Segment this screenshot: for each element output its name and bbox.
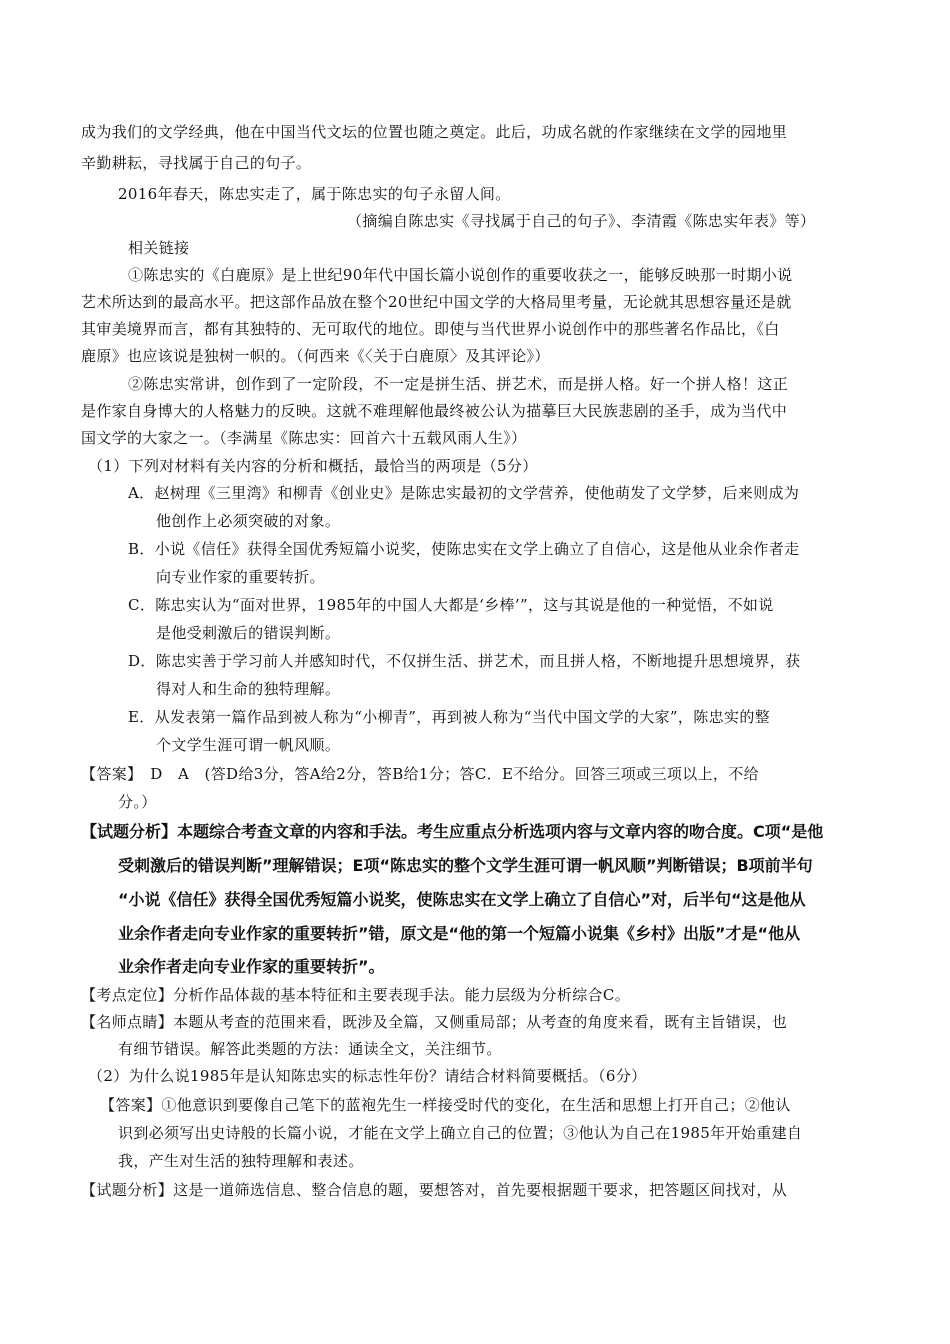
- text-line: ①陈忠实的《白鹿原》是上世纪90年代中国长篇小说创作的重要收获之一，能够反映那一时期小说: [128, 266, 793, 284]
- key-point: 【考点定位】分析作品体裁的基本特征和主要表现手法。能力层级为分析综合C。: [81, 986, 631, 1004]
- source-citation: （摘编自陈忠实《寻找属于自己的句子》、李清霞《陈忠实年表》等）: [347, 212, 816, 230]
- option-e: E．从发表第一篇作品到被人称为“小柳青”，再到被人称为“当代中国文学的大家”，陈忠实的整: [128, 708, 771, 726]
- option-a-cont: 他创作上必须突破的对象。: [156, 512, 341, 530]
- answer-2: 【答案】①他意识到要像自己笔下的蓝袍先生一样接受时代的变化，在生活和思想上打开自己；②他认: [100, 1096, 791, 1114]
- text-line: 国文学的大家之一。（李满星《陈忠实：回首六十五载风雨人生》）: [81, 429, 527, 447]
- analysis-1-cont: 业余作者走向专业作家的重要转折”错，原文是“他的第一个短篇小说集《乡村》出版”才是“他从: [118, 924, 801, 943]
- text-line: ②陈忠实常讲，创作到了一定阶段，不一定是拼生活、拼艺术，而是拼人格。好一个拼人格！这正: [128, 375, 789, 393]
- section-heading: 相关链接: [128, 239, 190, 257]
- teacher-note: 【名师点睛】本题从考查的范围来看，既涉及全篇，又侧重局部；从考查的角度来看，既有主旨错误，也: [81, 1013, 788, 1031]
- answer-1-cont: 分。）: [118, 793, 157, 811]
- option-c: C．陈忠实认为“面对世界，1985年的中国人大都是‘乡棒’”，这与其说是他的一种觉悟，不如说: [128, 596, 774, 614]
- text-line: 其审美境界而言，都有其独特的、无可取代的地位。即使与当代世界小说创作中的那些著名作品比，《白: [81, 320, 780, 338]
- text-line: 鹿原》也应该说是独树一帜的。（何西来《〈关于白鹿原〉及其评论》）: [81, 347, 550, 365]
- answer-1: 【答案】 D A (答D给3分，答A给2分，答B给1分；答C．E不给分。回答三项或三项以上，不给: [81, 765, 759, 783]
- option-d: D．陈忠实善于学习前人并感知时代，不仅拼生活、拼艺术，而且拼人格，不断地提升思想境界，获: [128, 652, 801, 670]
- text-line: 是作家自身博大的人格魅力的反映。这就不难理解他最终被公认为描摹巨大民族悲剧的圣手，成为当代中: [81, 402, 788, 420]
- option-b-cont: 向专业作家的重要转折。: [156, 568, 325, 586]
- text-line: 辛勤耕耘，寻找属于自己的句子。: [81, 154, 312, 172]
- text-line: 成为我们的文学经典，他在中国当代文坛的位置也随之奠定。此后，功成名就的作家继续在文学的园地里: [81, 123, 788, 141]
- answer-2-cont: 识到必须写出史诗般的长篇小说，才能在文学上确立自己的位置；③他认为自己在1985年开始重建自: [118, 1124, 803, 1142]
- option-d-cont: 得对人和生命的独特理解。: [156, 680, 341, 698]
- option-c-cont: 是他受刺激后的错误判断。: [156, 624, 341, 642]
- answer-2-cont: 我，产生对生活的独特理解和表述。: [118, 1152, 364, 1170]
- text-line: 艺术所达到的最高水平。把这部作品放在整个20世纪中国文学的大格局里考量，无论就其思想容量还是就: [81, 293, 792, 311]
- option-e-cont: 个文学生涯可谓一帆风顺。: [156, 736, 341, 754]
- analysis-1-cont: “小说《信任》获得全国优秀短篇小说奖，使陈忠实在文学上确立了自信心”对，后半句“这是他从: [118, 890, 806, 909]
- option-a: A．赵树理《三里湾》和柳青《创业史》是陈忠实最初的文学营养，使他萌发了文学梦，后来则成为: [128, 484, 800, 502]
- question-1: （1）下列对材料有关内容的分析和概括，最恰当的两项是（5分）: [88, 457, 538, 475]
- analysis-2: 【试题分析】这是一道筛选信息、整合信息的题，要想答对，首先要根据题干要求，把答题区间找对，从: [81, 1181, 788, 1199]
- analysis-1: 【试题分析】本题综合考查文章的内容和手法。考生应重点分析选项内容与文章内容的吻合度。C项“是他: [81, 822, 824, 841]
- option-b: B．小说《信任》获得全国优秀短篇小说奖，使陈忠实在文学上确立了自信心，这是他从业余作者走: [128, 540, 800, 558]
- analysis-1-cont: 业余作者走向专业作家的重要转折”。: [118, 957, 385, 976]
- text-line: 2016年春天，陈忠实走了，属于陈忠实的句子永留人间。: [118, 185, 511, 203]
- question-2: （2）为什么说1985年是认知陈忠实的标志性年份？请结合材料简要概括。（6分）: [88, 1067, 647, 1085]
- teacher-note-cont: 有细节错误。解答此类题的方法：通读全文，关注细节。: [118, 1040, 502, 1058]
- analysis-1-cont: 受刺激后的错误判断”理解错误；E项“陈忠实的整个文学生涯可谓一帆风顺”判断错误；B项前半句: [118, 856, 813, 875]
